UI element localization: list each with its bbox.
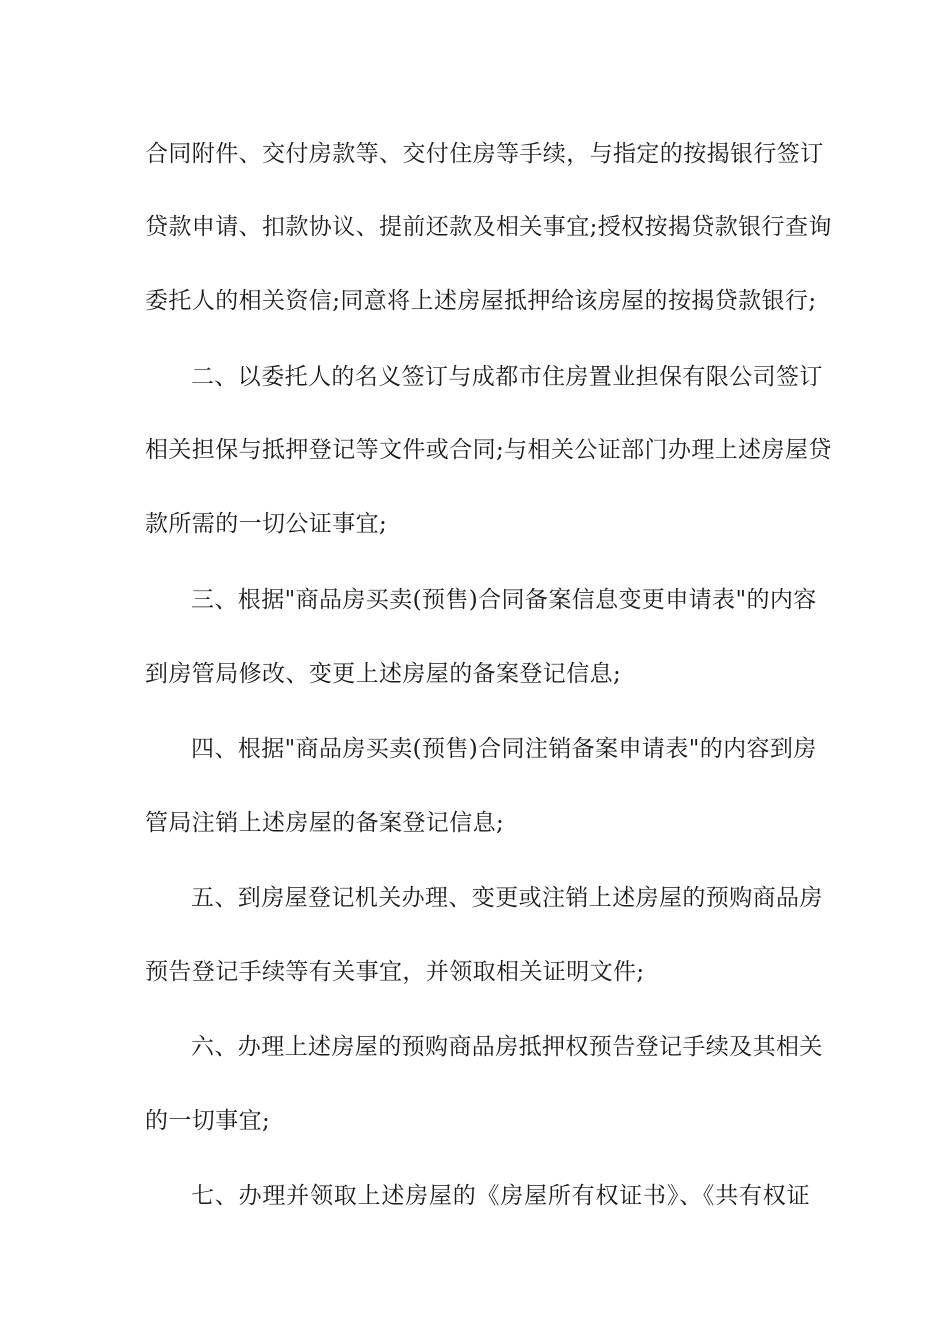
text-line-4: 二、以委托人的名义签订与成都市住房置业担保有限公司签订 — [191, 364, 823, 390]
text-line-1: 合同附件、交付房款等、交付住房等手续，与指定的按揭银行签订 — [145, 141, 824, 167]
text-line-15: 七、办理并领取上述房屋的《房屋所有权证书》、《共有权证 — [191, 1183, 810, 1209]
text-line-13: 六、办理上述房屋的预购商品房抵押权预告登记手续及其相关 — [191, 1034, 823, 1060]
text-line-5: 相关担保与抵押登记等文件或合同;与相关公证部门办理上述房屋贷 — [145, 437, 832, 463]
text-line-10: 管局注销上述房屋的备案登记信息; — [145, 810, 505, 836]
text-line-7: 三、根据"商品房买卖(预售)合同备案信息变更申请表"的内容 — [191, 587, 817, 613]
text-line-6: 款所需的一切公证事宜; — [145, 511, 388, 537]
text-line-9: 四、根据"商品房买卖(预售)合同注销备案申请表"的内容到房 — [191, 736, 817, 762]
text-line-11: 五、到房屋登记机关办理、变更或注销上述房屋的预购商品房 — [191, 885, 823, 911]
text-line-2: 贷款申请、扣款协议、提前还款及相关事宜;授权按揭贷款银行查询 — [145, 214, 832, 240]
text-line-14: 的一切事宜; — [145, 1108, 271, 1134]
text-line-8: 到房管局修改、变更上述房屋的备案登记信息; — [145, 661, 622, 687]
text-line-12: 预告登记手续等有关事宜，并领取相关证明文件; — [145, 959, 645, 985]
text-line-3: 委托人的相关资信;同意将上述房屋抵押给该房屋的按揭贷款银行; — [145, 288, 817, 314]
